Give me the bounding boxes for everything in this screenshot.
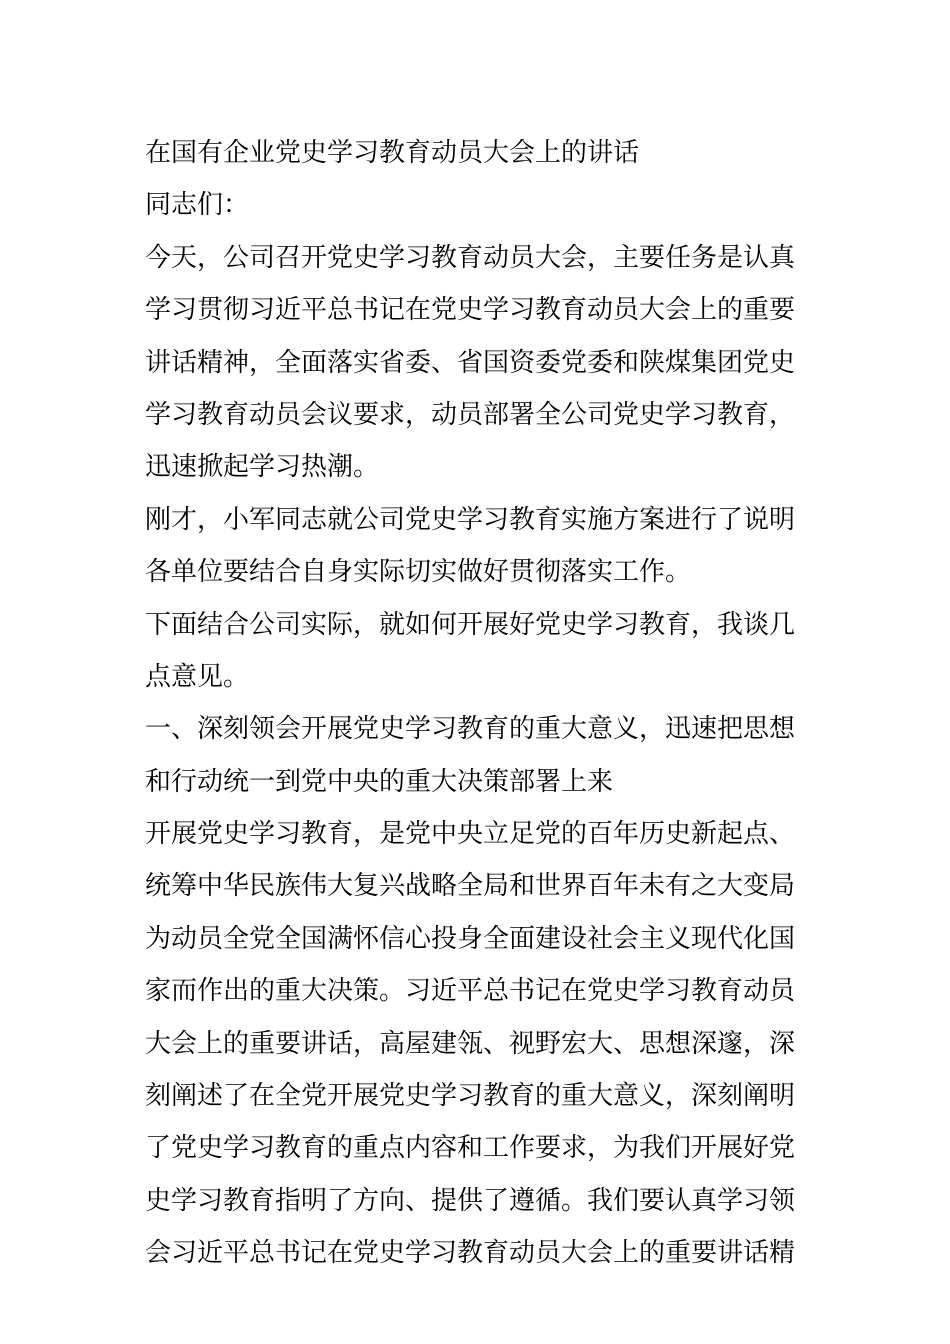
paragraph-line: 史学习教育指明了方向、提供了遵循。我们要认真学习领 [145,1185,796,1216]
paragraph-line: 家而作出的重大决策。习近平总书记在党史学习教育动员 [145,976,796,1007]
paragraph-line: 大会上的重要讲话，高屋建瓴、视野宏大、思想深邃，深 [145,1028,796,1059]
paragraph-line: 今天，公司召开党史学习教育动员大会，主要任务是认真 [145,242,796,273]
paragraph-line: 为动员全党全国满怀信心投身全面建设社会主义现代化国 [145,923,796,954]
paragraph-4 [145,808,815,1280]
paragraph-line: 刻阐述了在全党开展党史学习教育的重大意义，深刻阐明 [145,1081,796,1112]
heading-line: 和行动统一到党中央的重大决策部署上来 [145,766,614,797]
document-body [145,127,815,1280]
paragraph-line: 学习贯彻习近平总书记在党史学习教育动员大会上的重要 [145,295,796,326]
paragraph-line: 迅速掀起学习热潮。 [145,452,380,483]
document-title: 在国有企业党史学习教育动员大会上的讲话 [145,138,640,168]
paragraph-line: 会习近平总书记在党史学习教育动员大会上的重要讲话精 [145,1238,796,1269]
paragraph-3 [145,599,815,704]
paragraph-line: 讲话精神，全面落实省委、省国资委党委和陕煤集团党史 [145,347,796,378]
paragraph-line: 刚才，小军同志就公司党史学习教育实施方案进行了说明 [145,504,796,535]
section-heading-1 [145,703,815,808]
paragraph-line: 了党史学习教育的重点内容和工作要求，为我们开展好党 [145,1133,796,1164]
paragraph-line: 点意见。 [145,661,250,692]
paragraph-line: 学习教育动员会议要求，动员部署全公司党史学习教育， [145,399,796,430]
paragraph-line: 各单位要结合自身实际切实做好贯彻落实工作。 [145,557,692,588]
paragraph-line: 下面结合公司实际，就如何开展好党史学习教育，我谈几 [145,609,796,640]
heading-line: 一、深刻领会开展党史学习教育的重大意义，迅速把思想 [145,714,796,745]
paragraph-line: 统筹中华民族伟大复兴战略全局和世界百年未有之大变局 [145,871,796,902]
paragraph-1 [145,232,815,494]
paragraph-line: 开展党史学习教育，是党中央立足党的百年历史新起点、 [145,819,796,850]
salutation: 同志们： [145,190,250,221]
paragraph-2 [145,494,815,599]
